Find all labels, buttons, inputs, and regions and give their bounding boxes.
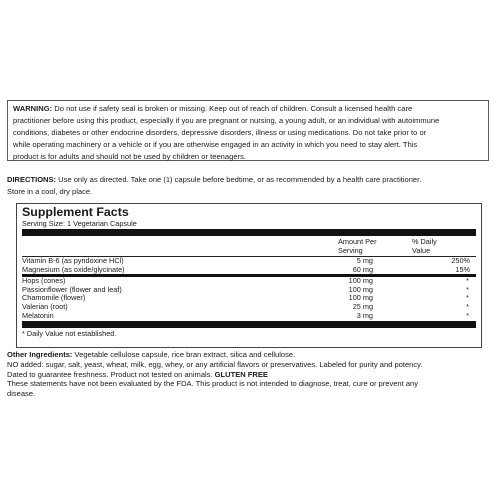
freshness-line [7, 370, 493, 380]
fda-disclaimer-line-2: disease. [7, 389, 36, 399]
fact-row [22, 266, 476, 275]
ingredient-amount: 100 mg [348, 284, 373, 294]
nutrient-name: Magnesium (as oxide/glycinate) [22, 264, 125, 274]
amount-per-serving-header [338, 237, 377, 255]
ingredient-amount: 100 mg [348, 276, 373, 286]
warning-line-2: practitioner before using this product, especially if you are pregnant or nursing, a young adult, or an individual with autoimmune [13, 116, 440, 125]
dv-header-line-2: Value [412, 246, 431, 255]
nutrient-dv: 15% [455, 264, 470, 274]
ingredient-amount: 3 mg [356, 310, 373, 320]
nutrient-dv: 250% [451, 256, 470, 265]
warning-label: WARNING: [13, 104, 53, 113]
other-ingredients-line [7, 350, 493, 360]
warning-text-1: Do not use if safety seal is broken or missing. Keep out of reach of children. Consult a licensed health care [54, 104, 413, 113]
thick-divider [22, 229, 476, 236]
ingredient-name: Hops (cones) [22, 276, 66, 286]
thick-divider-bottom [22, 321, 476, 328]
ingredient-dv: * [466, 276, 469, 286]
facts-header-row [22, 236, 476, 256]
directions-text-1: Use only as directed. Take one (1) capsule before bedtime, or as recommended by a health care practitioner. [58, 175, 422, 184]
fact-row [22, 303, 476, 312]
ingredient-amount: 100 mg [348, 293, 373, 303]
ingredient-dv: * [466, 310, 469, 320]
daily-value-header [412, 237, 437, 255]
no-added-line: NO added: sugar, salt, yeast, wheat, milk, egg, whey, or any artificial flavors or preservatives. Labeled for purity and potency. [7, 359, 423, 369]
directions-label: DIRECTIONS: [7, 175, 57, 184]
fact-row [22, 294, 476, 303]
fda-disclaimer-line-1: These statements have not been evaluated by the FDA. This product is not intended to diagnose, treat, cure or prevent any [7, 379, 418, 389]
ingredient-name: Valerian (root) [22, 301, 68, 311]
amount-header-line-1: Amount Per [338, 237, 377, 246]
supplement-facts-title: Supplement Facts [22, 205, 129, 219]
directions-line-1 [7, 174, 493, 186]
other-ingredients-section [7, 350, 493, 399]
ingredient-dv: * [466, 284, 469, 294]
nutrient-name: Vitamin B-6 (as pyridoxine HCl) [22, 256, 124, 265]
directions-section [7, 174, 493, 197]
gluten-free-label: GLUTEN FREE [214, 369, 268, 379]
amount-header-line-2: Serving [338, 246, 363, 255]
daily-value-footnote: * Daily Value not established. [22, 329, 117, 339]
other-ingredients-text: Vegetable cellulose capsule, rice bran extract, silica and cellulose. [72, 350, 296, 359]
serving-size: Serving Size: 1 Vegetarian Capsule [22, 219, 137, 228]
directions-line-2: Store in a cool, dry place. [7, 186, 93, 196]
fact-row [22, 312, 476, 321]
ingredient-name: Chamomile (flower) [22, 293, 86, 303]
warning-box [7, 100, 489, 161]
ingredient-name: Melatonin [22, 310, 54, 320]
ingredient-dv: * [466, 301, 469, 311]
nutrient-amount: 5 mg [356, 256, 373, 265]
warning-line-4: while operating machinery or a vehicle or if you are otherwise engaged in an activity in which you need to stay alert. This [13, 140, 418, 149]
ingredient-amount: 25 mg [352, 301, 373, 311]
fact-row [22, 286, 476, 295]
supplement-facts-panel [16, 203, 482, 348]
dv-header-line-1: % Daily [412, 237, 437, 246]
warning-line-5: product is for adults and should not be used by children or teenagers. [13, 152, 246, 161]
other-ingredients-label: Other Ingredients: [7, 350, 73, 359]
ingredient-dv: * [466, 293, 469, 303]
freshness-text: Dated to guarantee freshness. Product not tested on animals. [7, 369, 215, 379]
warning-line-3: conditions, diabetes or other endocrine disorders, depressive disorders, illness or using medications. Do not take prior to or [13, 128, 427, 137]
warning-line-1 [13, 103, 483, 115]
nutrient-amount: 60 mg [352, 264, 373, 274]
ingredient-name: Passionflower (flower and leaf) [22, 284, 122, 294]
